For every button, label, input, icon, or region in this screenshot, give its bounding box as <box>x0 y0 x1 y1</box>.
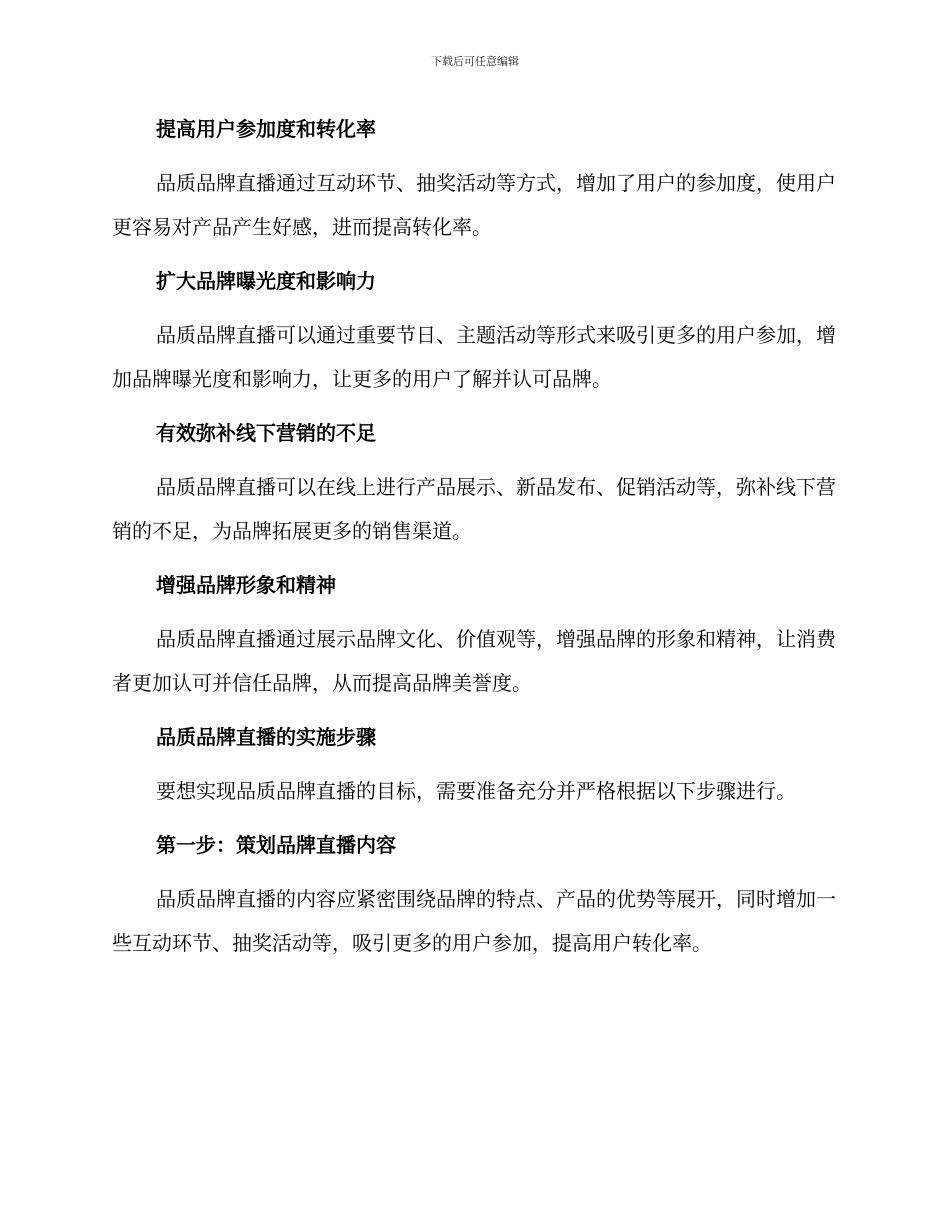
section-heading-step-one: 第一步：策划品牌直播内容 <box>156 833 396 857</box>
section-heading-image: 增强品牌形象和精神 <box>156 573 336 597</box>
section-paragraph-offline: 品质品牌直播可以在线上进行产品展示、新品发布、促销活动等，弥补线下营销的不足，为品牌拓展更多的销售渠道。 <box>112 475 836 543</box>
section-heading-exposure: 扩大品牌曝光度和影响力 <box>156 269 376 293</box>
section-paragraph-image: 品质品牌直播通过展示品牌文化、价值观等，增强品牌的形象和精神，让消费者更加认可并信任品牌，从而提高品牌美誉度。 <box>112 627 836 695</box>
page-header: 下载后可任意编辑 <box>431 55 519 68</box>
section-heading-steps: 品质品牌直播的实施步骤 <box>156 725 376 749</box>
section-heading-engagement: 提高用户参加度和转化率 <box>156 117 376 141</box>
section-paragraph-steps: 要想实现品质品牌直播的目标，需要准备充分并严格根据以下步骤进行。 <box>156 779 796 803</box>
section-paragraph-exposure: 品质品牌直播可以通过重要节日、主题活动等形式来吸引更多的用户参加，增加品牌曝光度和影响力，让更多的用户了解并认可品牌。 <box>112 323 836 391</box>
section-heading-offline: 有效弥补线下营销的不足 <box>156 421 376 445</box>
section-paragraph-step-one: 品质品牌直播的内容应紧密围绕品牌的特点、产品的优势等展开，同时增加一些互动环节、抽奖活动等，吸引更多的用户参加，提高用户转化率。 <box>112 887 836 955</box>
section-paragraph-engagement: 品质品牌直播通过互动环节、抽奖活动等方式，增加了用户的参加度，使用户更容易对产品产生好感，进而提高转化率。 <box>112 171 836 239</box>
document-body <box>112 111 836 965</box>
